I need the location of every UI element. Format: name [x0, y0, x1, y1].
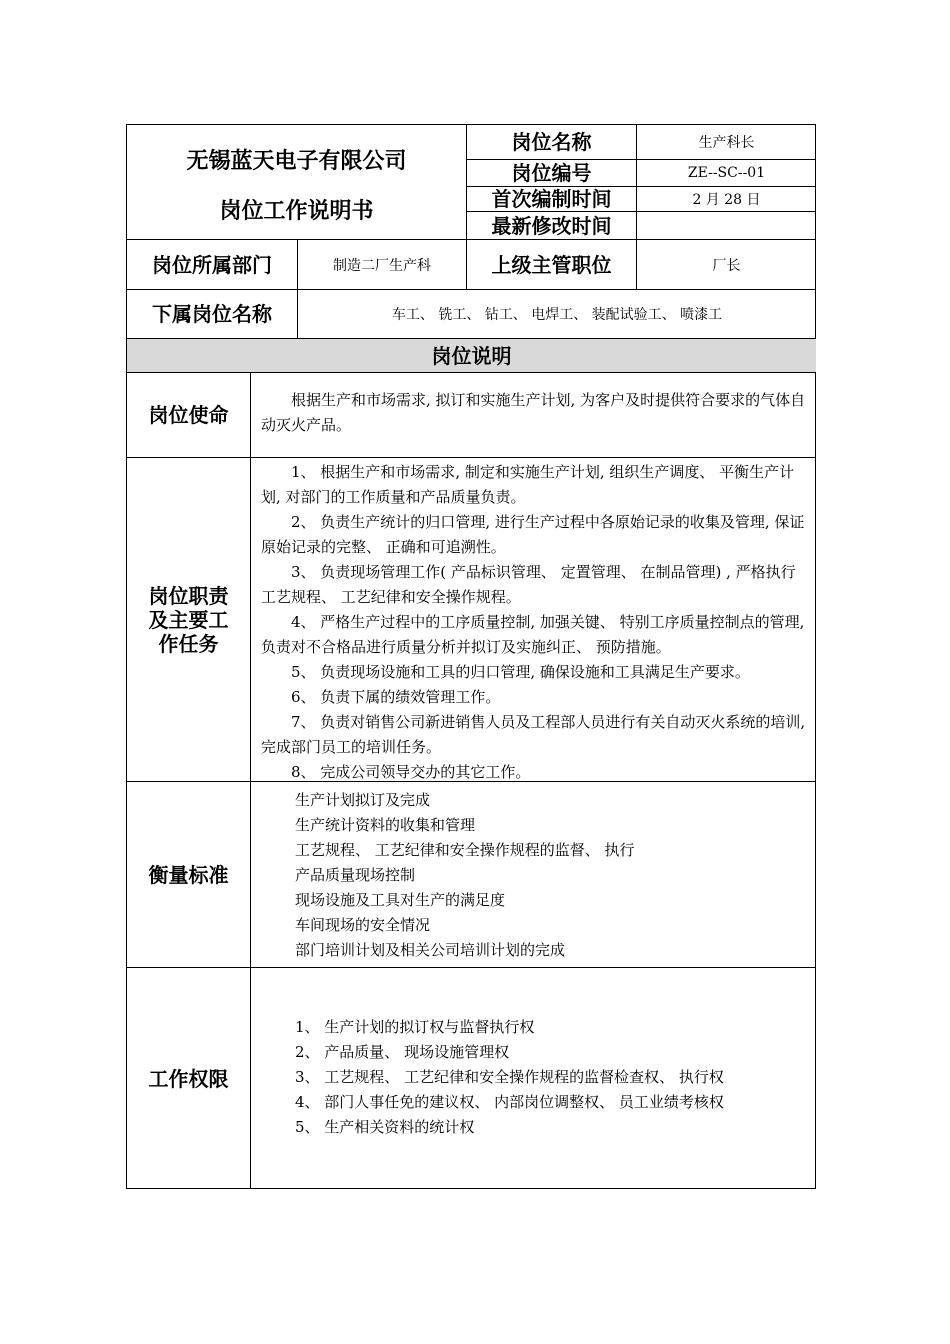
first-compiled-value: 2 月 28 日 — [636, 186, 816, 211]
job-description-table — [126, 124, 816, 1189]
department-label: 岗位所属部门 — [127, 239, 297, 289]
position-code-label: 岗位编号 — [466, 159, 636, 186]
list-item: 6、 负责下属的绩效管理工作。 — [291, 688, 501, 706]
list-item: 产品质量现场控制 — [295, 866, 416, 884]
list-item: 1、 根据生产和市场需求, 制定和实施生产计划, 组织生产调度、 平衡生产计划, 对部门的工作质量和产品质量负责。 — [261, 463, 795, 506]
authority-label: 工作权限 — [127, 967, 250, 1189]
list-item: 3、 工艺规程、 工艺纪律和安全操作规程的监督检查权、 执行权 — [295, 1068, 724, 1086]
list-item: 5、 生产相关资料的统计权 — [295, 1118, 475, 1136]
list-item: 车间现场的安全情况 — [295, 916, 431, 934]
duties-label-line-1: 岗位职责 — [148, 583, 229, 608]
list-item: 生产统计资料的收集和管理 — [295, 816, 476, 834]
company-name-text: 无锡蓝天电子有限公司 — [186, 148, 407, 174]
superior-value: 厂长 — [636, 239, 816, 289]
subordinates-value: 车工、 铣工、 钻工、 电焊工、 装配试验工、 喷漆工 — [297, 289, 816, 338]
last-modified-value — [636, 211, 816, 239]
position-code-value: ZE--SC--01 — [636, 159, 816, 186]
last-modified-label: 最新修改时间 — [466, 211, 636, 239]
list-item: 生产计划拟订及完成 — [295, 791, 431, 809]
department-value: 制造二厂生产科 — [297, 239, 466, 289]
duties-label-line-3: 作任务 — [158, 631, 219, 656]
duties-list — [250, 457, 816, 781]
position-name-value: 生产科长 — [636, 125, 816, 159]
document-title-text: 岗位工作说明书 — [219, 198, 374, 224]
list-item: 2、 产品质量、 现场设施管理权 — [295, 1043, 510, 1061]
authority-list — [250, 967, 816, 1189]
mission-text-cell — [250, 372, 816, 457]
list-item: 现场设施及工具对生产的满足度 — [295, 891, 506, 909]
list-item: 7、 负责对销售公司新进销售人员及工程部人员进行有关自动灭火系统的培训, 完成部门员工的培训任务。 — [261, 713, 806, 756]
list-item: 5、 负责现场设施和工具的归口管理, 确保设施和工具满足生产要求。 — [291, 663, 750, 681]
mission-text: 根据生产和市场需求, 拟订和实施生产计划, 为客户及时提供符合要求的气体自动灭火产品。 — [261, 391, 806, 434]
standards-list — [250, 781, 816, 967]
subordinates-label: 下属岗位名称 — [127, 289, 297, 338]
section-title: 岗位说明 — [127, 338, 816, 372]
list-item: 4、 部门人事任免的建议权、 内部岗位调整权、 员工业绩考核权 — [295, 1093, 724, 1111]
standards-label: 衡量标准 — [127, 781, 250, 967]
list-item: 部门培训计划及相关公司培训计划的完成 — [295, 941, 566, 959]
list-item: 8、 完成公司领导交办的其它工作。 — [291, 763, 531, 781]
position-name-label: 岗位名称 — [466, 125, 636, 159]
duties-label-line-2: 及主要工 — [148, 607, 229, 632]
list-item: 1、 生产计划的拟订权与监督执行权 — [295, 1018, 535, 1036]
list-item: 4、 严格生产过程中的工序质量控制, 加强关键、 特别工序质量控制点的管理, 负责对不合格品进行质量分析并拟订及实施纠正、 预防措施。 — [261, 613, 805, 656]
mission-label: 岗位使命 — [127, 372, 250, 457]
duties-label — [127, 457, 250, 781]
superior-label: 上级主管职位 — [466, 239, 636, 289]
list-item: 工艺规程、 工艺纪律和安全操作规程的监督、 执行 — [295, 841, 635, 859]
company-name — [127, 139, 466, 179]
first-compiled-label: 首次编制时间 — [466, 186, 636, 211]
document-title — [127, 189, 466, 229]
list-item: 2、 负责生产统计的归口管理, 进行生产过程中各原始记录的收集及管理, 保证原始记录的完整、 正确和可追溯性。 — [261, 513, 805, 556]
list-item: 3、 负责现场管理工作( 产品标识管理、 定置管理、 在制品管理) , 严格执行工艺规程、 工艺纪律和安全操作规程。 — [261, 563, 796, 606]
